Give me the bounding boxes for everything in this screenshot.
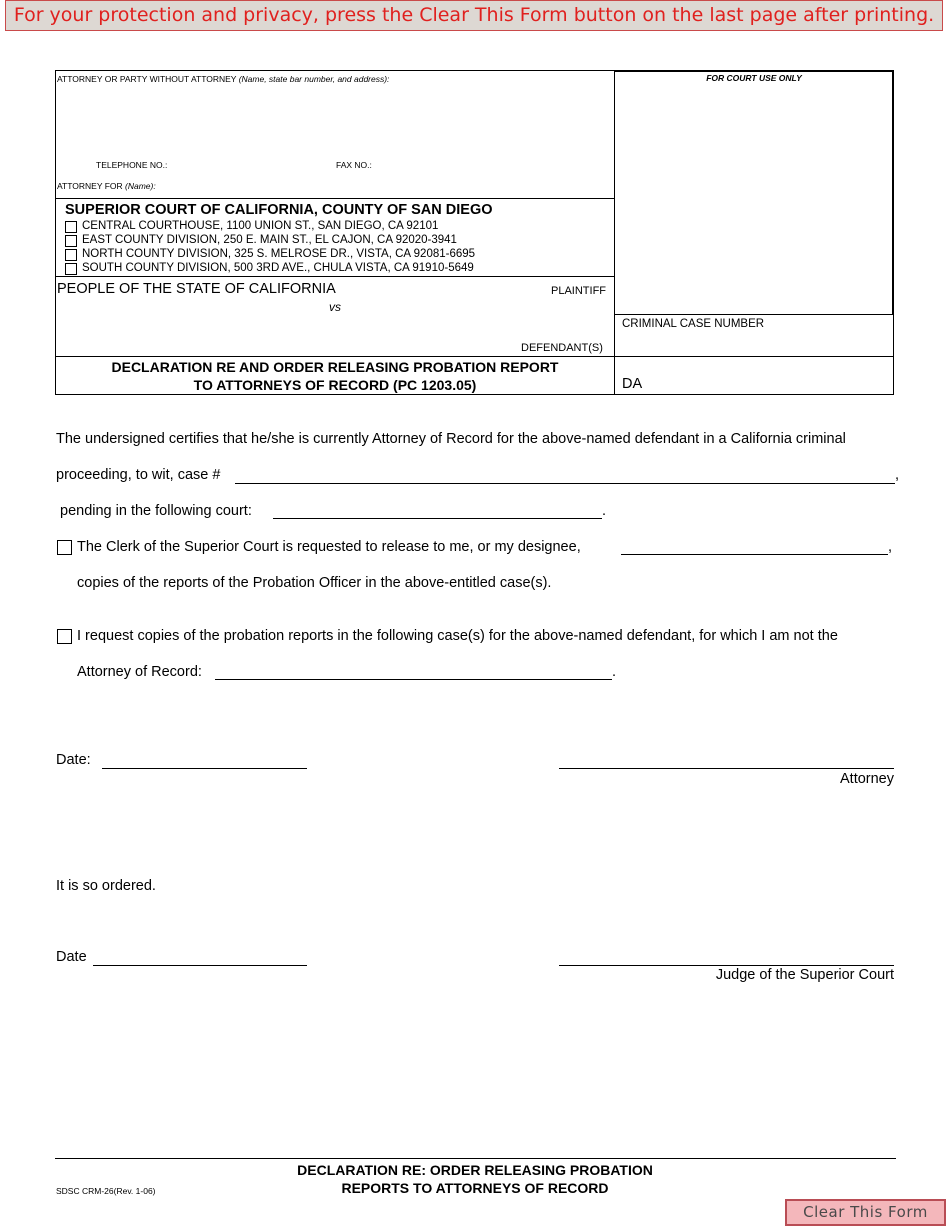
attorney-signature-label: Attorney: [840, 771, 894, 787]
ordered-text: It is so ordered.: [56, 878, 156, 894]
judge-signature-label: Judge of the Superior Court: [715, 967, 894, 983]
caption-divider-parties: [55, 356, 894, 357]
court-use-box: [614, 70, 894, 315]
telephone-field[interactable]: [180, 158, 320, 170]
certification-text: The undersigned certifies that he/she is currently Attorney of Record for the above-named defendant in a California criminal: [56, 431, 846, 447]
period-2: .: [612, 664, 617, 680]
date-label: Date:: [56, 752, 91, 768]
court-option-central: CENTRAL COURTHOUSE, 1100 UNION ST., SAN DIEGO, CA 92101: [82, 220, 439, 232]
form-title: DECLARATION RE AND ORDER RELEASING PROBATION REPORT TO ATTORNEYS OF RECORD (PC 1203.05): [111, 359, 559, 393]
non-attorney-request-checkbox[interactable]: [57, 629, 72, 644]
caption-divider-attorney: [55, 198, 615, 199]
south-county-checkbox[interactable]: [65, 263, 77, 275]
east-county-checkbox[interactable]: [65, 235, 77, 247]
attorney-for-field[interactable]: [140, 179, 600, 191]
order-date-label: Date: [56, 949, 87, 965]
north-county-checkbox[interactable]: [65, 249, 77, 261]
pending-court-blank[interactable]: [273, 504, 602, 519]
telephone-label: TELEPHONE NO.:: [96, 160, 168, 170]
case-number-field[interactable]: [622, 333, 887, 353]
case-number-blank[interactable]: [235, 469, 895, 484]
fax-field[interactable]: [380, 158, 600, 170]
footer-rule: [55, 1158, 896, 1159]
defendant-label: DEFENDANT(S): [521, 342, 603, 354]
footer-title: DECLARATION RE: ORDER RELEASING PROBATION REPORTS TO ATTORNEYS OF RECORD: [297, 1162, 653, 1196]
pending-court-prompt: pending in the following court:: [60, 503, 252, 519]
form-id: SDSC CRM-26(Rev. 1-06): [56, 1186, 156, 1196]
attorney-of-record-prompt: Attorney of Record:: [77, 664, 202, 680]
comma: ,: [895, 467, 900, 483]
attorney-for-label: ATTORNEY FOR (Name):: [57, 181, 156, 191]
designee-blank[interactable]: [621, 540, 888, 555]
da-label: DA: [622, 376, 643, 392]
court-option-east: EAST COUNTY DIVISION, 250 E. MAIN ST., EL CAJON, CA 92020-3941: [82, 234, 457, 246]
central-courthouse-checkbox[interactable]: [65, 221, 77, 233]
fax-label: FAX NO.:: [336, 160, 372, 170]
caption-divider-vertical: [614, 70, 615, 395]
people-label: PEOPLE OF THE STATE OF CALIFORNIA: [57, 281, 336, 297]
court-option-south: SOUTH COUNTY DIVISION, 500 3RD AVE., CHULA VISTA, CA 91910-5649: [82, 262, 474, 274]
probation-copies-text: copies of the reports of the Probation Officer in the above-entitled case(s).: [77, 575, 552, 591]
court-title: SUPERIOR COURT OF CALIFORNIA, COUNTY OF SAN DIEGO: [65, 202, 493, 218]
period: .: [602, 503, 607, 519]
order-date-field[interactable]: [93, 951, 307, 966]
attorney-signature-field[interactable]: [559, 754, 894, 769]
attorney-name-address-field[interactable]: [57, 86, 607, 154]
non-attorney-request-text: I request copies of the probation reports in the following case(s) for the above-named defendant, for which I am not the: [77, 628, 838, 644]
caption-divider-court: [55, 276, 615, 277]
clear-form-button[interactable]: Clear This Form: [785, 1199, 946, 1226]
attorney-label: ATTORNEY OR PARTY WITHOUT ATTORNEY (Name, state bar number, and address):: [57, 74, 390, 84]
caption-divider-case: [614, 314, 894, 315]
da-number-field[interactable]: [648, 372, 888, 392]
attorney-of-record-blank[interactable]: [215, 665, 612, 680]
plaintiff-label: PLAINTIFF: [551, 285, 607, 297]
comma-2: ,: [888, 539, 893, 555]
date-field[interactable]: [102, 754, 307, 769]
clerk-release-checkbox[interactable]: [57, 540, 72, 555]
vs-label: vs: [329, 300, 341, 314]
privacy-banner[interactable]: For your protection and privacy, press the Clear This Form button on the last page after printing.: [5, 0, 943, 31]
court-option-north: NORTH COUNTY DIVISION, 325 S. MELROSE DR., VISTA, CA 92081-6695: [82, 248, 476, 260]
court-use-label: FOR COURT USE ONLY: [706, 73, 802, 83]
case-number-label: CRIMINAL CASE NUMBER: [622, 318, 765, 330]
clerk-release-text: The Clerk of the Superior Court is requested to release to me, or my designee,: [77, 539, 581, 555]
judge-signature-field[interactable]: [559, 951, 894, 966]
defendant-name-field[interactable]: [57, 318, 507, 338]
case-number-prompt: proceeding, to wit, case #: [56, 467, 221, 483]
